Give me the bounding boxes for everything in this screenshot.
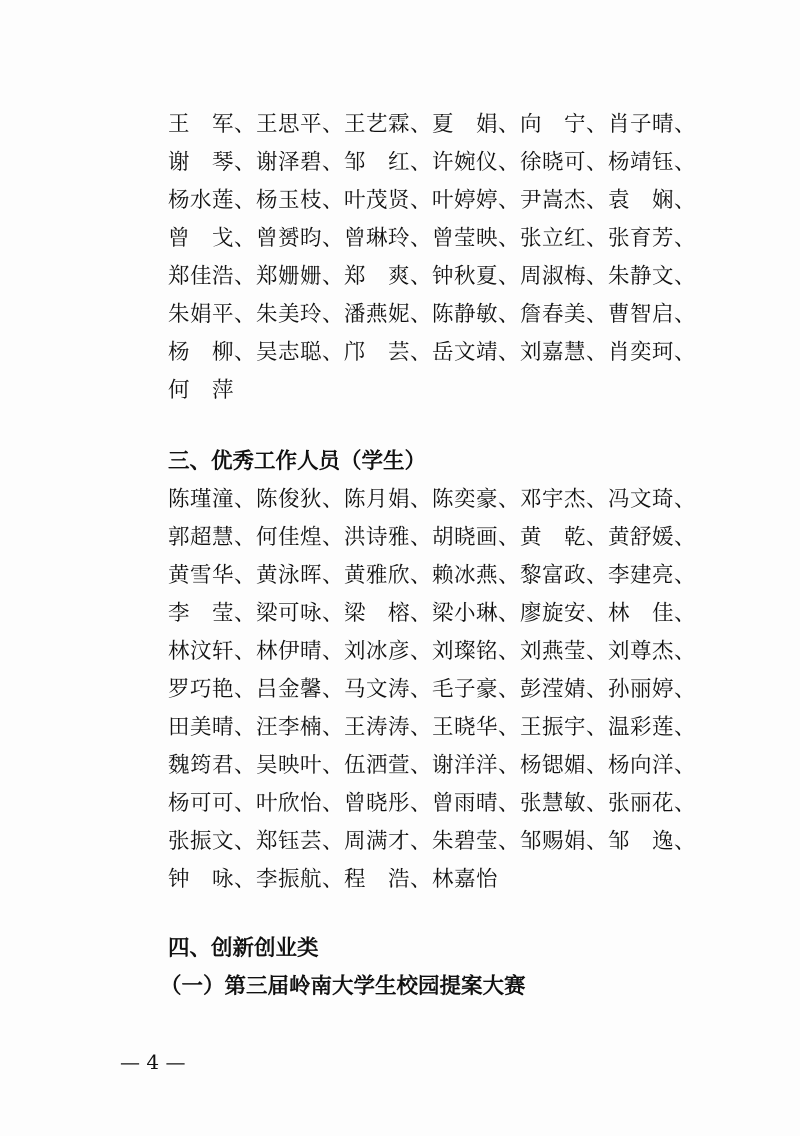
name-line: 陈瑾潼、陈俊狄、陈月娟、陈奕豪、邓宇杰、冯文琦、 [168, 487, 697, 512]
name-line: 林汶轩、林伊晴、刘冰彦、刘璨铭、刘燕莹、刘尊杰、 [168, 639, 697, 664]
page-number: — 4 — [120, 1050, 186, 1074]
name-line: 杨 柳、吴志聪、邝 芸、岳文靖、刘嘉慧、肖奕珂、 [168, 340, 697, 365]
name-line: 郭超慧、何佳煌、洪诗雅、胡晓画、黄 乾、黄舒媛、 [168, 525, 697, 550]
name-line: 谢 琴、谢泽碧、邹 红、许婉仪、徐晓可、杨靖钰、 [168, 150, 697, 175]
name-line: 王 军、王思平、王艺霖、夏 娟、向 宁、肖子晴、 [168, 112, 697, 137]
section3-heading: 三、优秀工作人员（学生） [168, 449, 427, 474]
section4-subheading: （一）第三届岭南大学生校园提案大赛 [160, 974, 526, 999]
name-line: 张振文、郑钰芸、周满才、朱碧莹、邹赐娟、邹 逸、 [168, 829, 697, 854]
name-line: 罗巧艳、吕金馨、马文涛、毛子豪、彭滢婧、孙丽婷、 [168, 677, 697, 702]
name-line: 钟 咏、李振航、程 浩、林嘉怡 [168, 867, 499, 892]
name-line: 何 萍 [168, 378, 235, 403]
name-line: 魏筠君、吴映叶、伍洒萱、谢洋洋、杨锶媚、杨向洋、 [168, 753, 697, 778]
name-line: 杨水莲、杨玉枝、叶茂贤、叶婷婷、尹嵩杰、袁 娴、 [168, 188, 697, 213]
name-line: 曾 戈、曾赟昀、曾琳玲、曾莹映、张立红、张育芳、 [168, 226, 697, 251]
name-line: 郑佳浩、郑姗姗、郑 爽、钟秋夏、周淑梅、朱静文、 [168, 264, 697, 289]
section4-heading: 四、创新创业类 [168, 936, 319, 961]
name-line: 李 莹、梁可咏、梁 榕、梁小琳、廖旋安、林 佳、 [168, 601, 697, 626]
name-line: 田美晴、汪李楠、王涛涛、王晓华、王振宇、温彩莲、 [168, 715, 697, 740]
name-line: 朱娟平、朱美玲、潘燕妮、陈静敏、詹春美、曹智启、 [168, 302, 697, 327]
name-line: 黄雪华、黄泳晖、黄雅欣、赖冰燕、黎富政、李建亮、 [168, 563, 697, 588]
name-line: 杨可可、叶欣怡、曾晓彤、曾雨晴、张慧敏、张丽花、 [168, 791, 697, 816]
